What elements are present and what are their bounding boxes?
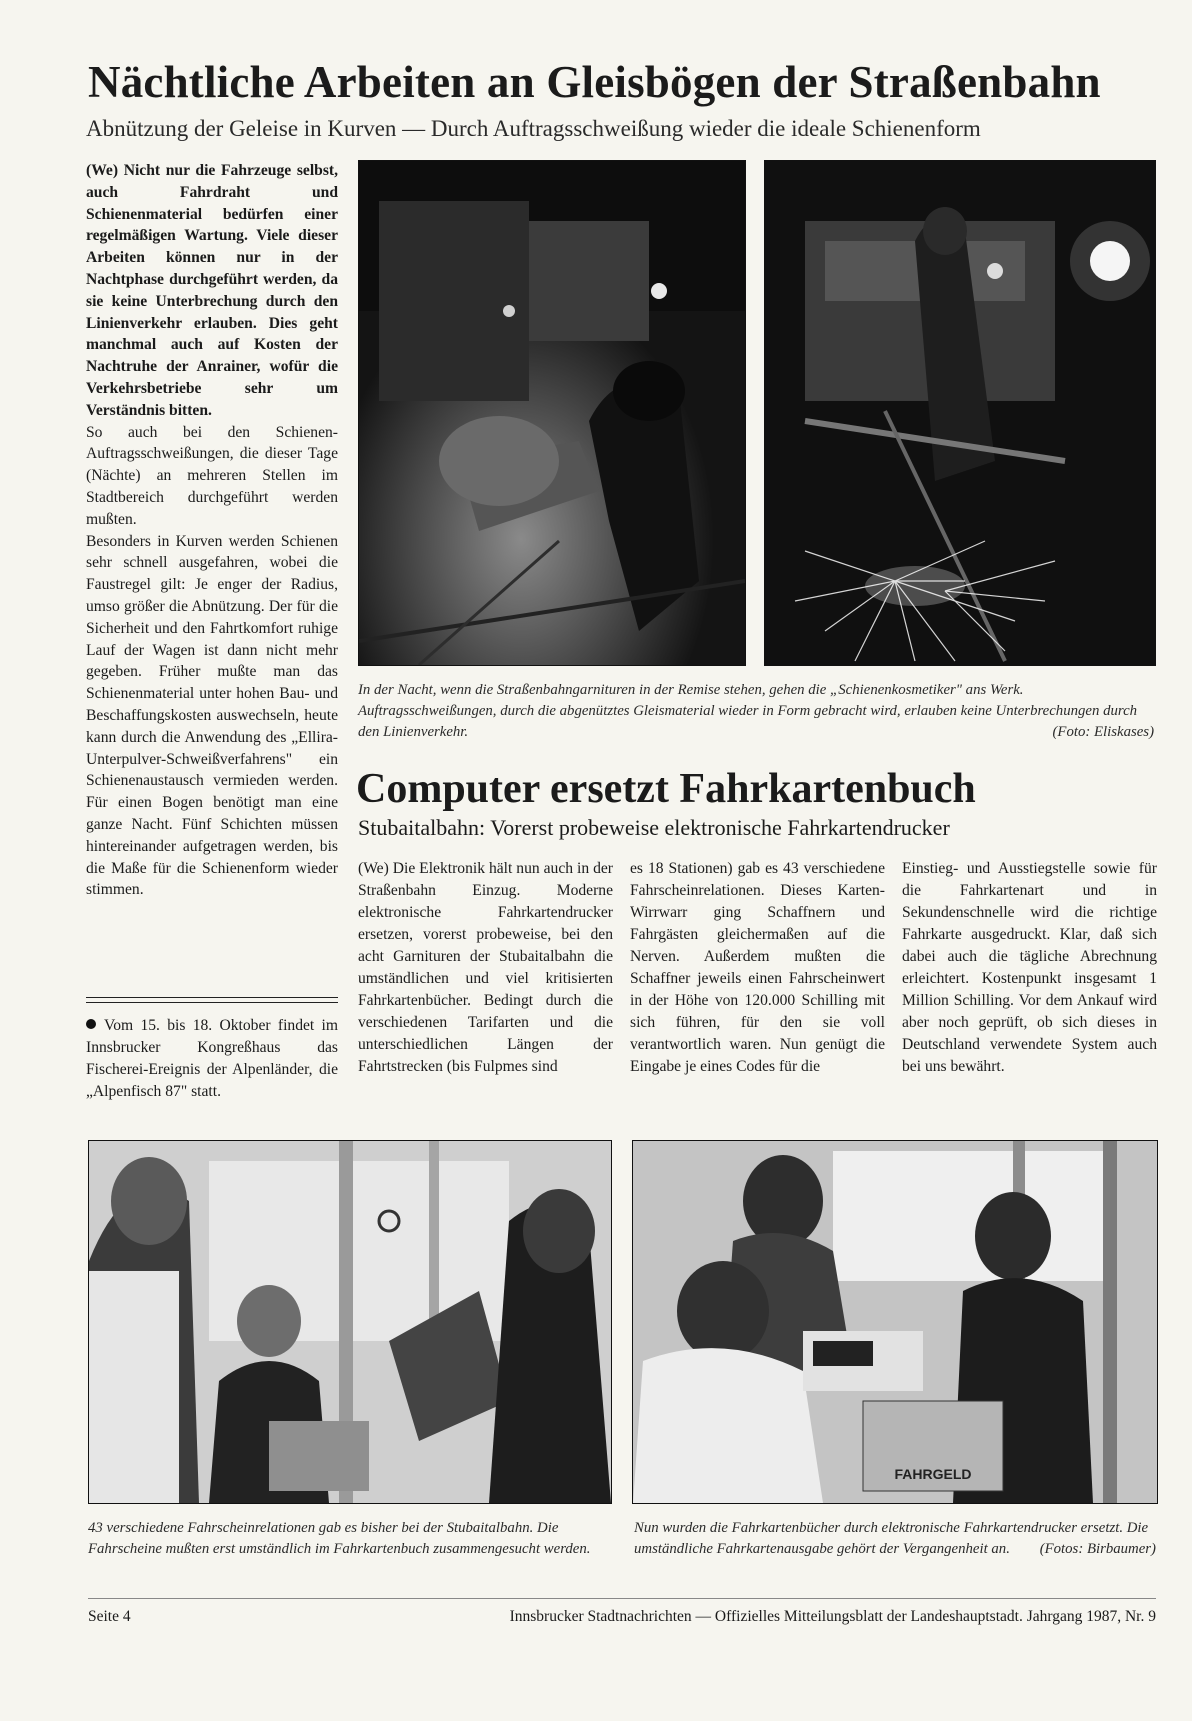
photo-night-welding-1 xyxy=(358,160,746,666)
article-intro: (We) Nicht nur die Fahrzeuge selbst, auch Fahrdraht und Schienenmaterial bedürfen einer regelmäßigen Wartung. Viele dieser Arbeiten können nur in der Nachtphase durchgeführt werden, da sie keine Unterbrechung durch den Linienverkehr erlauben. Dies geht manchmal auch auf Kosten der Nachtruhe der Anrainer, wofür die Verkehrsbetriebe sehr um Verständnis bitten. xyxy=(86,162,338,419)
article2-column-2 xyxy=(630,858,885,1078)
photo-caption-welding xyxy=(358,680,1154,743)
article2-column-3 xyxy=(902,858,1157,1078)
article-paragraph: So auch bei den Schienen-Auftragsschweißungen, die dieser Tage (Nächte) an mehreren Stellen im Stadtbereich durchgeführt werden mußten. xyxy=(86,423,338,528)
caption-text: Nun wurden die Fahrkartenbücher durch elektronische Fahrkartendrucker ersetzt. Die umständliche Fahrkartenausgabe gehört der Vergangenheit an. xyxy=(634,1520,1149,1557)
caption-text: In der Nacht, wenn die Straßenbahngarnituren in der Remise stehen, gehen die „Schienenkosmetiker" ans Werk. Auftragsschweißungen, durch die abgenütztes Gleismaterial wieder in Form gebracht wird, erlauben keine Unterbrechungen durch den Linienverkehr. xyxy=(358,682,1138,740)
photo-ticket-printer-image xyxy=(633,1141,1157,1503)
article-subheadline-2: Stubaitalbahn: Vorerst probeweise elektronische Fahrkartendrucker xyxy=(358,815,950,840)
article-headline-2: Computer ersetzt Fahrkartenbuch xyxy=(356,766,976,812)
publication-info: Innsbrucker Stadtnachrichten — Offizielles Mitteilungsblatt der Landeshauptstadt. Jahrgang 1987, Nr. 9 xyxy=(509,1608,1156,1625)
photo-credit: (Fotos: Birbaumer) xyxy=(1039,1541,1156,1557)
article-paragraph: Einstieg- und Ausstiegstelle sowie für die Fahrkartenart und in Sekundenschnelle wird die richtige Fahrkarte ausgedruckt. Klar, daß sich dabei auch die tägliche Abrechnung erleichtert. Kostenpunkt insgesamt 1 Million Schilling. Vor dem Ankauf wird aber noch geprüft, ob sich dieses in Deutschland verwendete System auch bei uns bewährt. xyxy=(902,860,1157,1075)
footer-divider xyxy=(88,1598,1156,1599)
photo-tram-interior-1 xyxy=(88,1140,612,1504)
photo-conductor-image xyxy=(89,1141,611,1503)
bullet-icon xyxy=(86,1019,96,1029)
page-number: Seite 4 xyxy=(88,1608,131,1625)
article-paragraph: Besonders in Kurven werden Schienen sehr schnell ausgefahren, wobei die Faustregel gilt: Je enger der Radius, umso größer die Abnützung. Der für die Sicherheit und den Fahrtkomfort ruhige Lauf der Wagen ist dann nicht mehr gegeben. Früher mußte man das Schienenmaterial unter hohen Bau- und Beschaffungskosten auswechseln, heute kann durch die Anwendung des „Ellira-Unterpulver-Schweißverfahrens" ein Schienenaustausch vermieden werden. Für einen Bogen benötigt man eine ganze Nacht. Fünf Schichten müssen hintereinander aufgetragen werden, bis die Maße für die Schienenform wieder stimmen. xyxy=(86,532,338,899)
event-notice-text: Vom 15. bis 18. Oktober findet im Innsbrucker Kongreßhaus das Fischerei-Ereignis der Alpenländer, die „Alpenfisch 87" statt. xyxy=(86,1017,338,1100)
article-body-column xyxy=(86,160,338,901)
article-subheadline: Abnützung der Geleise in Kurven — Durch Auftragsschweißung wieder die ideale Schienenform xyxy=(86,116,981,141)
box-label: FAHRGELD xyxy=(894,1466,972,1482)
article2-column-1 xyxy=(358,858,613,1078)
article-paragraph: (We) Die Elektronik hält nun auch in der Straßenbahn Einzug. Moderne elektronische Fahrkartendrucker ersetzen, vorerst probeweise, bei den acht Garnituren der Stubaitalbahn die umständlichen und viel kritisierten Fahrkartenbücher. Bedingt durch die verschiedenen Tarifarten und die unterschiedlichen Längen der Fahrtstrecken (bis Fulpmes sind xyxy=(358,860,613,1075)
photo-caption-right xyxy=(634,1518,1156,1560)
photo-caption-left: 43 verschiedene Fahrscheinrelationen gab es bisher bei der Stubaitalbahn. Die Fahrscheine mußten erst umständlich im Fahrkartenbuch zusammengesucht werden. xyxy=(88,1520,591,1557)
photo-welding-image xyxy=(359,161,745,665)
photo-sparks-image xyxy=(765,161,1155,665)
photo-night-welding-2 xyxy=(764,160,1156,666)
photo-tram-interior-2 xyxy=(632,1140,1158,1504)
article-headline: Nächtliche Arbeiten an Gleisbögen der Straßenbahn xyxy=(88,57,1101,107)
column-divider xyxy=(86,997,338,1003)
article-paragraph: es 18 Stationen) gab es 43 verschiedene Fahrscheinrelationen. Dieses Karten-Wirrwarr ging Schaffnern und Fahrgästen gleichermaßen auf die Nerven. Außerdem mußten die Schaffner jeweils einen Fahrscheinwert in der Höhe von 120.000 Schilling mit sich führen, für den sie voll verantwortlich waren. Nun genügt die Eingabe je eines Codes für die xyxy=(630,860,885,1075)
event-notice xyxy=(86,1015,338,1103)
photo-credit: (Foto: Eliskases) xyxy=(1052,724,1154,740)
